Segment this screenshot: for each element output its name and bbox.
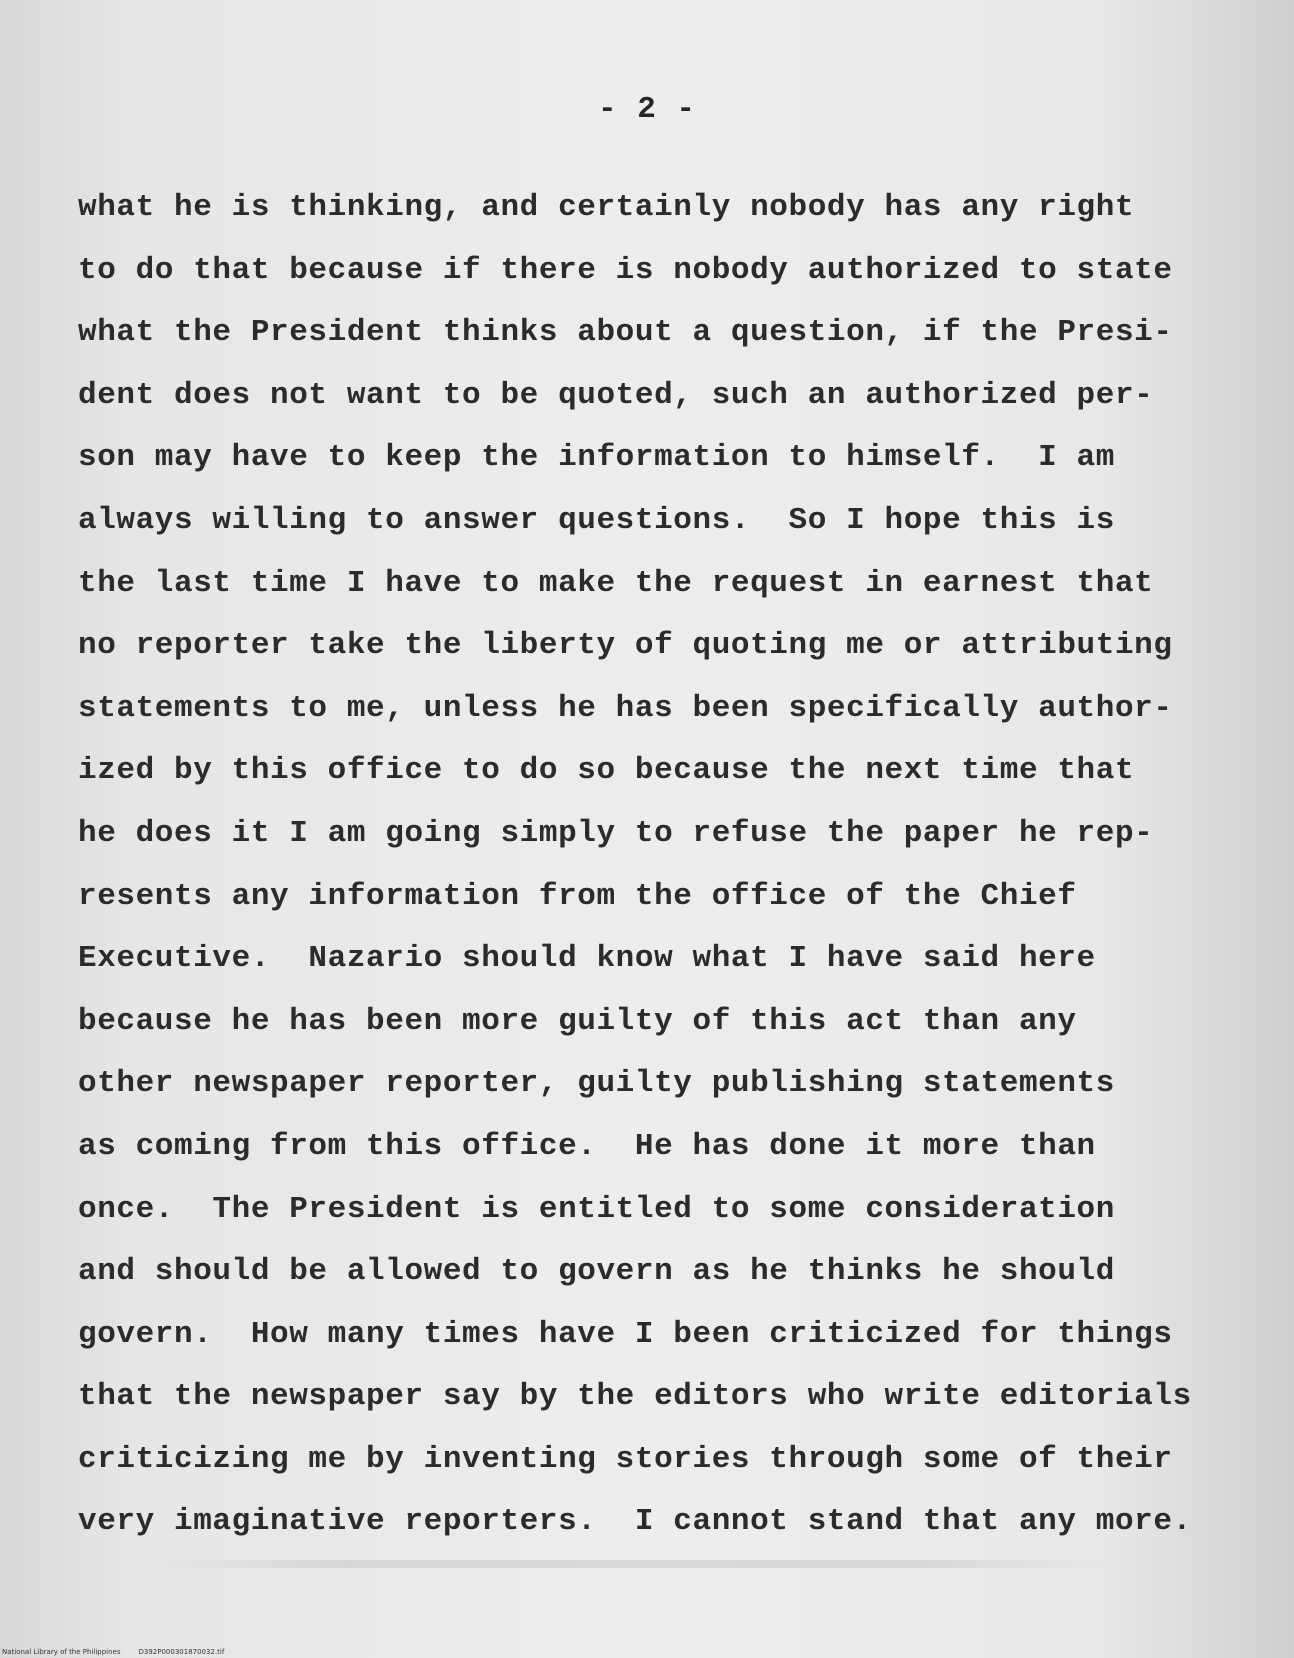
text-line: and should be allowed to govern as he thinks he should: [78, 1254, 1115, 1290]
typed-text-body: [78, 190, 1218, 1567]
text-line: no reporter take the liberty of quoting me or attributing: [78, 628, 1173, 664]
text-line: ized by this office to do so because the next time that: [78, 753, 1135, 789]
text-line: resents any information from the office of the Chief: [78, 878, 1077, 914]
text-line: what the President thinks about a question, if the Presi-: [78, 315, 1173, 351]
text-line: dent does not want to be quoted, such an authorized per-: [78, 377, 1154, 413]
text-line: because he has been more guilty of this act than any: [78, 1003, 1077, 1039]
text-line: he does it I am going simply to refuse the paper he rep-: [78, 815, 1154, 851]
text-line: govern. How many times have I been criticized for things: [78, 1316, 1173, 1352]
footer-filename: D392P000301870032.tif: [138, 1648, 225, 1656]
text-line: always willing to answer questions. So I hope this is: [78, 502, 1115, 538]
text-line: other newspaper reporter, guilty publishing statements: [78, 1066, 1115, 1102]
text-line: to do that because if there is nobody authorized to state: [78, 252, 1173, 288]
scan-footer: [2, 1648, 1292, 1656]
text-line: very imaginative reporters. I cannot stand that any more.: [78, 1504, 1192, 1540]
text-line: statements to me, unless he has been specifically author-: [78, 690, 1173, 726]
bleed-through-text: [150, 1560, 1110, 1568]
text-line: what he is thinking, and certainly nobody has any right: [78, 190, 1135, 225]
text-line: the last time I have to make the request in earnest that: [78, 565, 1154, 601]
page-number: - 2 -: [597, 92, 696, 127]
text-line: that the newspaper say by the editors who write editorials: [78, 1379, 1192, 1415]
text-line: criticizing me by inventing stories through some of their: [78, 1441, 1173, 1477]
text-line: Executive. Nazario should know what I have said here: [78, 941, 1096, 977]
footer-library: National Library of the Philippines: [2, 1648, 121, 1656]
text-line: once. The President is entitled to some consideration: [78, 1191, 1115, 1227]
text-line: as coming from this office. He has done it more than: [78, 1128, 1096, 1164]
text-line: son may have to keep the information to himself. I am: [78, 440, 1115, 476]
